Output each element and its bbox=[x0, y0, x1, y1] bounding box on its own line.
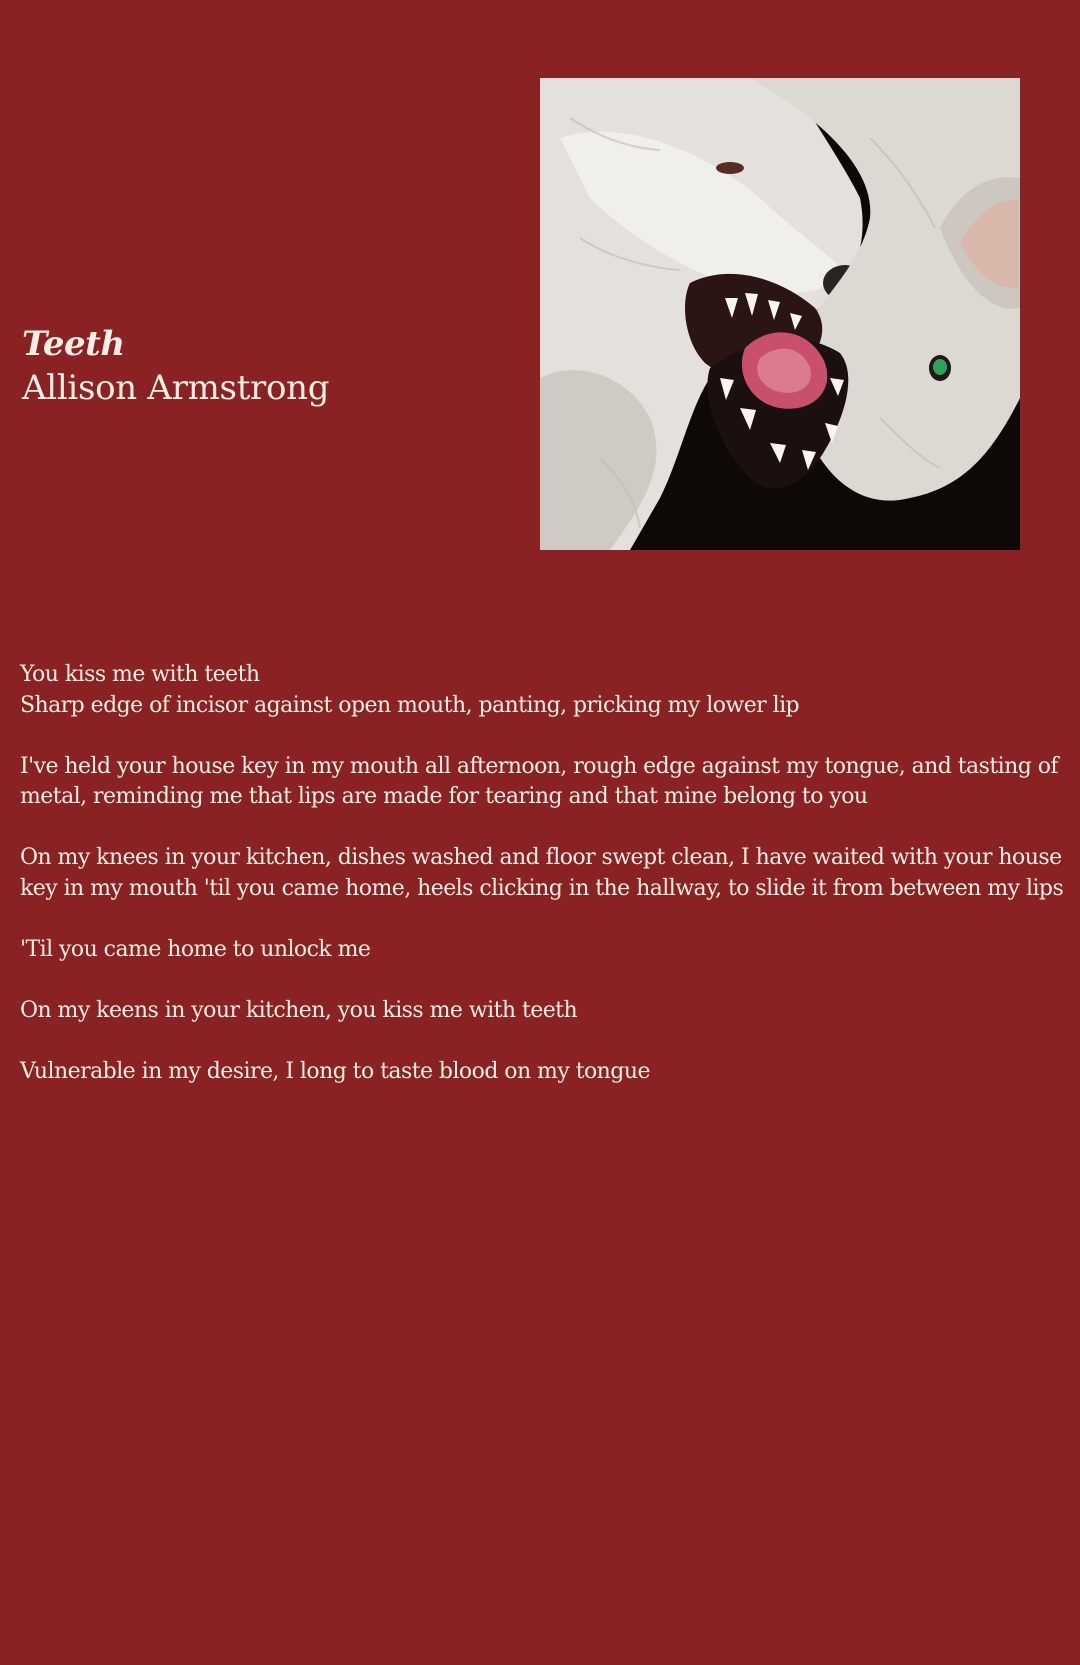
poem-stanza bbox=[20, 1057, 1065, 1088]
poem-line: Sharp edge of incisor against open mouth, panting, pricking my lower lip bbox=[20, 692, 800, 718]
poem-line: 'Til you came home to unlock me bbox=[20, 936, 371, 962]
artwork-image bbox=[540, 78, 1020, 550]
left-dog-eye bbox=[716, 162, 744, 174]
poem-stanza bbox=[20, 996, 1065, 1027]
poem-line: On my keens in your kitchen, you kiss me with teeth bbox=[20, 997, 578, 1023]
poem-header bbox=[0, 0, 1080, 560]
right-dog-eye bbox=[933, 359, 947, 375]
dogs-illustration bbox=[540, 78, 1020, 550]
poem-line: You kiss me with teeth bbox=[20, 662, 260, 687]
poem-stanza bbox=[20, 660, 1065, 721]
poem-line: Vulnerable in my desire, I long to taste blood on my tongue bbox=[20, 1058, 650, 1084]
poem-stanza bbox=[20, 935, 1065, 966]
poem-title: Teeth bbox=[22, 324, 125, 364]
poem-line: I've held your house key in my mouth all afternoon, rough edge against my tongue, and tasting of bbox=[20, 753, 1059, 779]
poem-stanza bbox=[20, 752, 1065, 813]
title-block bbox=[22, 322, 502, 410]
poem-author: Allison Armstrong bbox=[22, 368, 330, 408]
poem-body bbox=[20, 660, 1065, 1118]
poem-line: key in my mouth 'til you came home, heels clicking in the hallway, to slide it from between my lips bbox=[20, 875, 1064, 901]
poem-stanza bbox=[20, 843, 1065, 904]
poem-line: metal, reminding me that lips are made for tearing and that mine belong to you bbox=[20, 784, 868, 809]
poem-line: On my knees in your kitchen, dishes washed and floor swept clean, I have waited with your house bbox=[20, 845, 1062, 870]
